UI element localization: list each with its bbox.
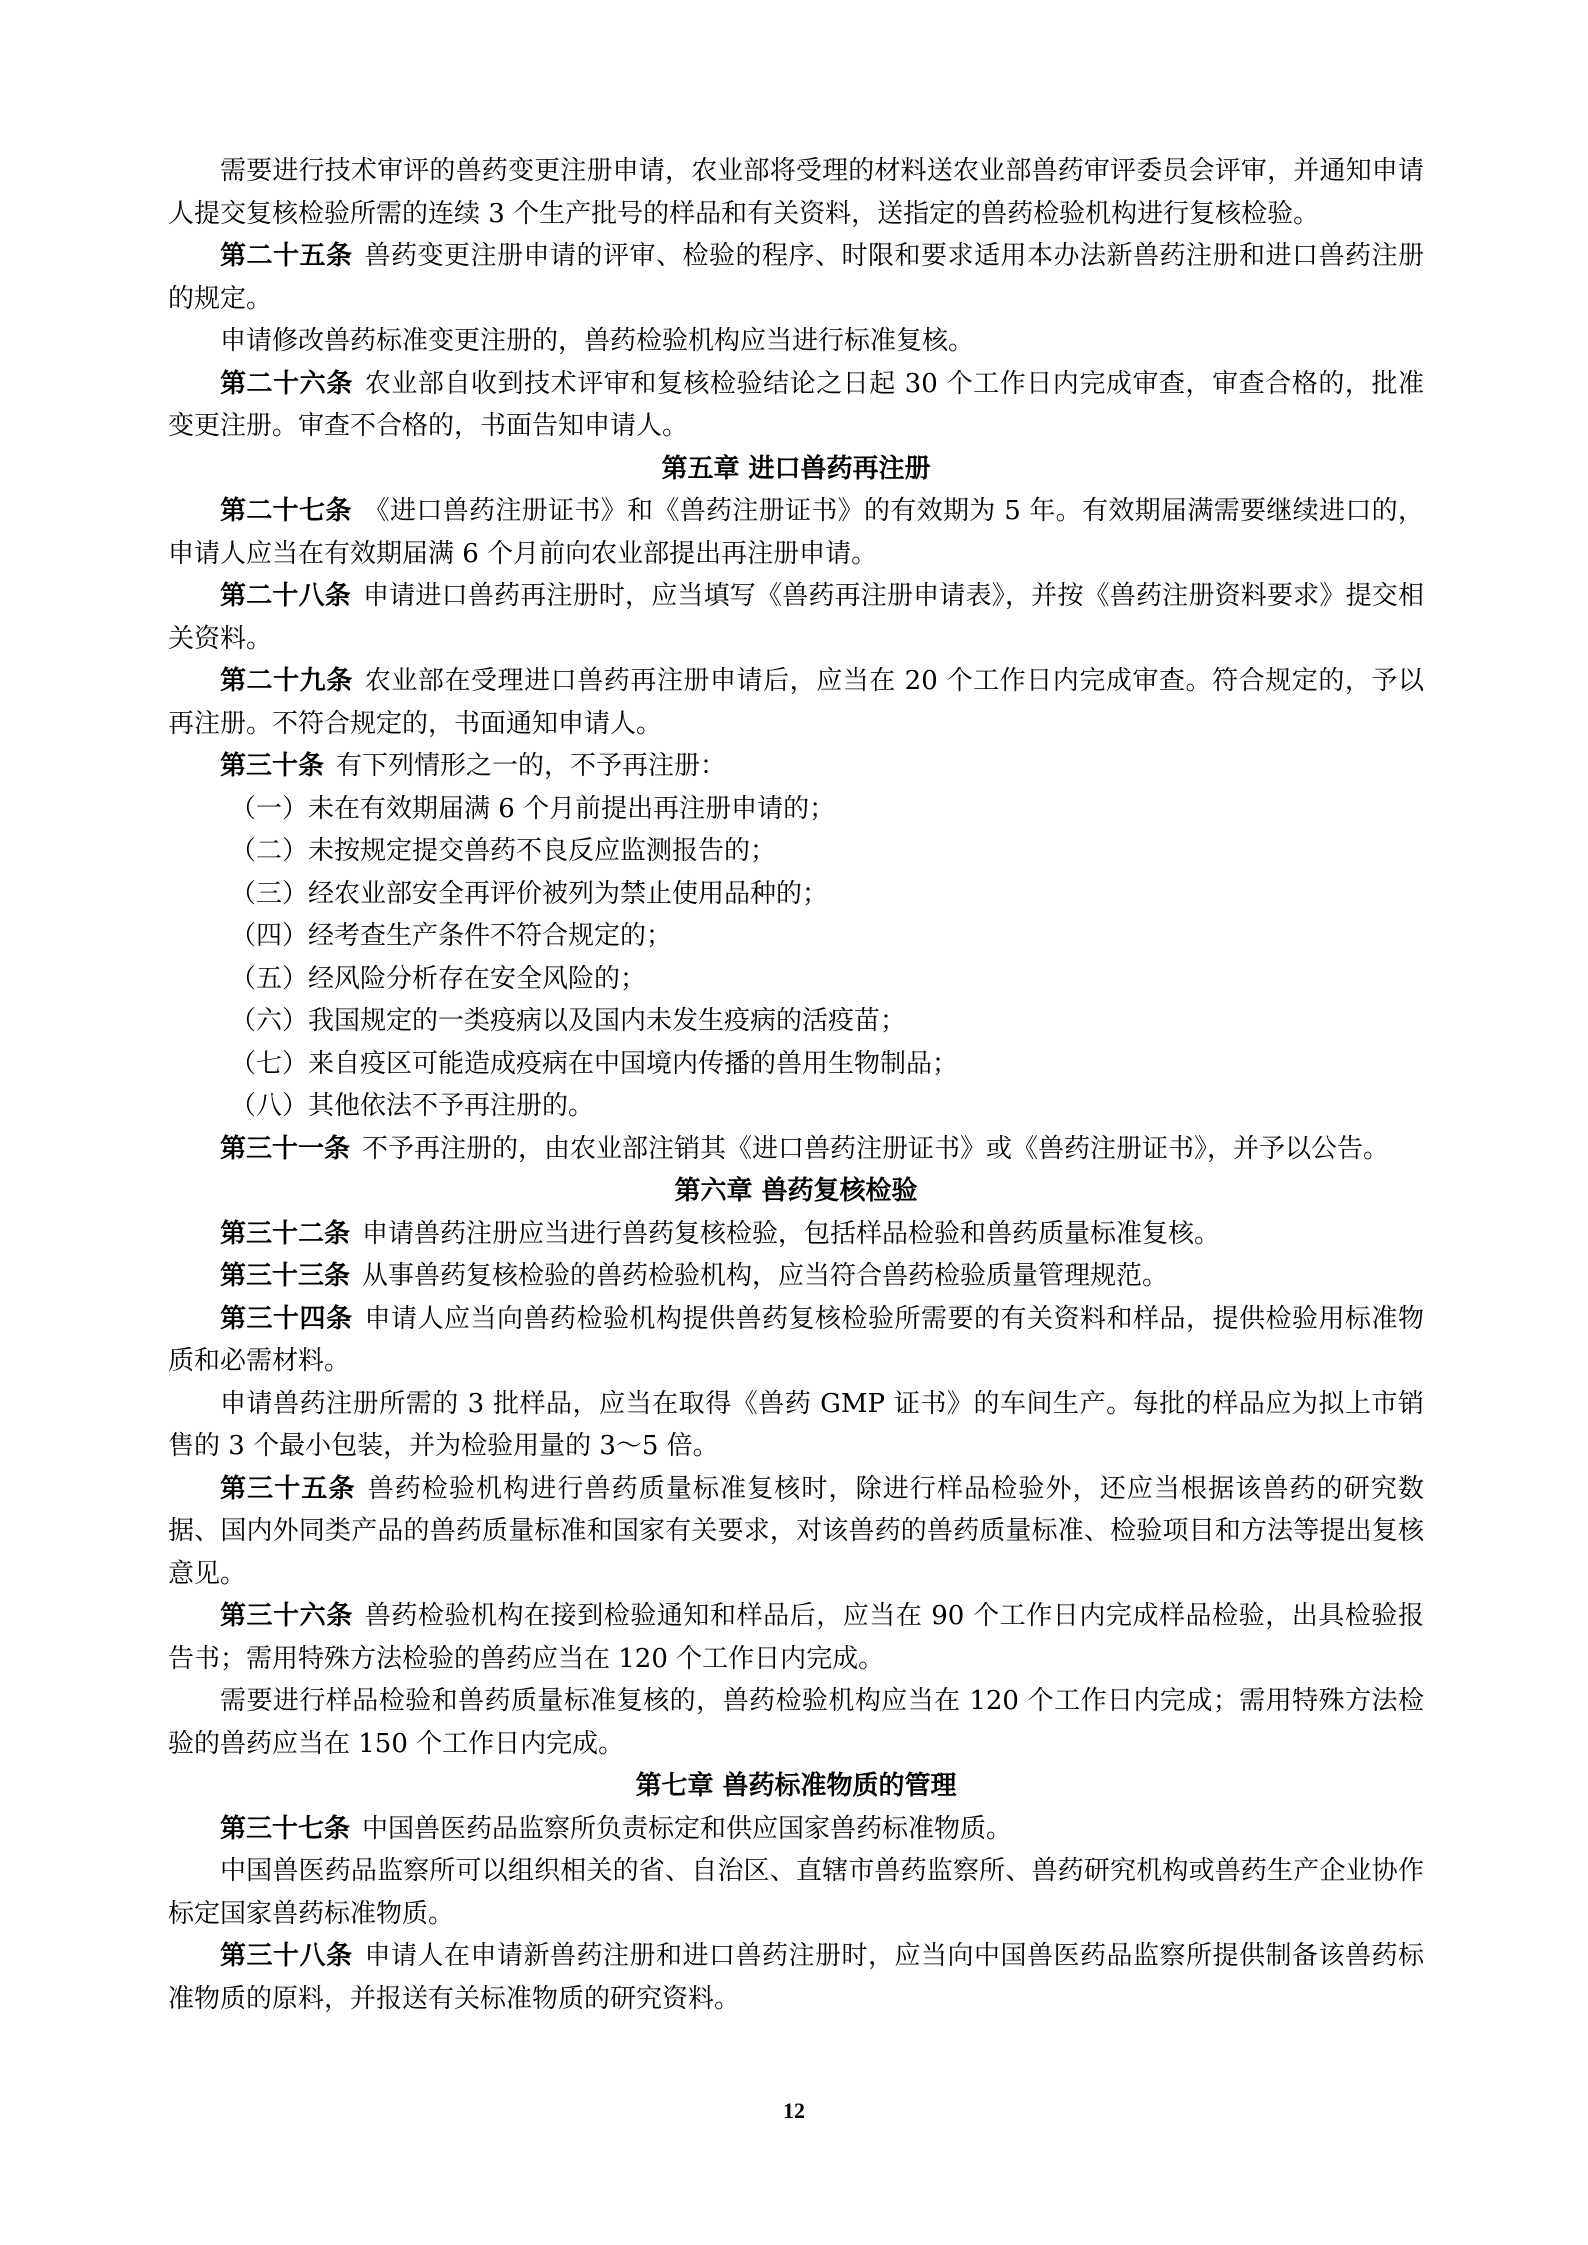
paragraph-text: 申请人在申请新兽药注册和进口兽药注册时，应当向中国兽医药品监察所提供制备该兽药标准物质的原料，并报送有关标准物质的研究资料。 — [168, 1941, 1424, 2014]
paragraph-text: 农业部自收到技术评审和复核检验结论之日起 30 个工作日内完成审查，审查合格的，批准变更注册。审查不合格的，书面告知申请人。 — [168, 368, 1424, 441]
list-item: （四）经考查生产条件不符合规定的； — [230, 921, 673, 951]
article-number: 第三十八条 — [220, 1941, 353, 1971]
paragraph — [168, 1213, 1424, 1256]
paragraph-text: 中国兽医药品监察所负责标定和供应国家兽药标准物质。 — [362, 1813, 1013, 1844]
paragraph-text: 申请人应当向兽药检验机构提供兽药复核检验所需要的有关资料和样品，提供检验用标准物质和必需材料。 — [168, 1303, 1424, 1376]
chapter-heading: 第六章 兽药复核检验 — [674, 1176, 918, 1206]
paragraph-text: 申请修改兽药标准变更注册的，兽药检验机构应当进行标准复核。 — [220, 326, 975, 356]
article-number: 第二十八条 — [220, 581, 351, 611]
article-number: 第二十五条 — [220, 241, 353, 271]
paragraph-text: 中国兽医药品监察所可以组织相关的省、自治区、直辖市兽药监察所、兽药研究机构或兽药生产企业协作标定国家兽药标准物质。 — [168, 1856, 1424, 1929]
article-number: 第三十三条 — [220, 1261, 351, 1291]
paragraph-text: 需要进行技术审评的兽药变更注册申请，农业部将受理的材料送农业部兽药审评委员会评审，并通知申请人提交复核检验所需的连续 3 个生产批号的样品和有关资料，送指定的兽药检验机构进行复核检验。 — [168, 156, 1424, 229]
paragraph — [168, 1128, 1424, 1171]
paragraph-text: 兽药检验机构进行兽药质量标准复核时，除进行样品检验外，还应当根据该兽药的研究数据、国内外同类产品的兽药质量标准和国家有关要求，对该兽药的兽药质量标准、检验项目和方法等提出复核意见。 — [168, 1473, 1424, 1589]
paragraph-text: 《进口兽药注册证书》和《兽药注册证书》的有效期为 5 年。有效期届满需要继续进口的，申请人应当在有效期届满 6 个月前向农业部提出再注册申请。 — [168, 496, 1424, 569]
list-item: （二）未按规定提交兽药不良反应监测报告的； — [230, 836, 777, 866]
article-number: 第三十条 — [220, 751, 325, 781]
paragraph-text: 需要进行样品检验和兽药质量标准复核的，兽药检验机构应当在 120 个工作日内完成；需用特殊方法检验的兽药应当在 150 个工作日内完成。 — [168, 1686, 1424, 1759]
paragraph-text: 兽药变更注册申请的评审、检验的程序、时限和要求适用本办法新兽药注册和进口兽药注册的规定。 — [168, 241, 1424, 314]
list-item: （五）经风险分析存在安全风险的； — [230, 963, 647, 994]
paragraph — [168, 1850, 1424, 1935]
list-item: （三）经农业部安全再评价被列为禁止使用品种的； — [230, 878, 829, 909]
article-number: 第二十六条 — [220, 368, 353, 399]
paragraph — [168, 1595, 1424, 1680]
document-body — [168, 150, 1424, 2020]
paragraph — [168, 745, 1424, 788]
article-number: 第三十六条 — [220, 1601, 353, 1631]
list-item: （七）来自疫区可能造成疫病在中国境内传播的兽用生物制品； — [230, 1048, 959, 1079]
paragraph-text: 申请兽药注册应当进行兽药复核检验，包括样品检验和兽药质量标准复核。 — [362, 1218, 1221, 1249]
paragraph — [168, 490, 1424, 575]
chapter-heading: 第七章 兽药标准物质的管理 — [635, 1771, 957, 1801]
paragraph — [168, 1808, 1424, 1851]
article-number: 第三十二条 — [220, 1218, 351, 1249]
article-number: 第三十五条 — [220, 1473, 356, 1504]
paragraph — [168, 660, 1424, 745]
chapter-heading: 第五章 进口兽药再注册 — [661, 453, 931, 484]
article-number: 第二十九条 — [220, 666, 353, 696]
article-number: 第三十四条 — [220, 1303, 353, 1334]
paragraph-text: 申请进口兽药再注册时，应当填写《兽药再注册申请表》，并按《兽药注册资料要求》提交相关资料。 — [168, 581, 1424, 654]
paragraph-text: 从事兽药复核检验的兽药检验机构，应当符合兽药检验质量管理规范。 — [362, 1261, 1169, 1291]
paragraph — [168, 1935, 1424, 2020]
paragraph — [168, 1680, 1424, 1765]
paragraph — [168, 150, 1424, 235]
paragraph-text: 农业部在受理进口兽药再注册申请后，应当在 20 个工作日内完成审查。符合规定的，予以再注册。不符合规定的，书面通知申请人。 — [168, 666, 1424, 739]
paragraph — [168, 1468, 1424, 1596]
paragraph-text: 申请兽药注册所需的 3 批样品，应当在取得《兽药 GMP 证书》的车间生产。每批的样品应为拟上市销售的 3 个最小包装，并为检验用量的 3～5 倍。 — [168, 1388, 1424, 1461]
paragraph — [168, 320, 1424, 363]
paragraph-text: 有下列情形之一的，不予再注册： — [336, 751, 727, 781]
paragraph — [168, 575, 1424, 660]
paragraph — [168, 1298, 1424, 1383]
paragraph — [168, 235, 1424, 320]
paragraph — [168, 363, 1424, 448]
article-number: 第三十七条 — [220, 1813, 351, 1844]
list-item: （八）其他依法不予再注册的。 — [230, 1091, 595, 1121]
article-number: 第二十七条 — [220, 496, 352, 526]
paragraph — [168, 1383, 1424, 1468]
page-number: 12 — [783, 2098, 805, 2123]
paragraph — [168, 1255, 1424, 1298]
paragraph-text: 不予再注册的，由农业部注销其《进口兽药注册证书》或《兽药注册证书》，并予以公告。 — [362, 1133, 1390, 1164]
list-item: （一）未在有效期届满 6 个月前提出再注册申请的； — [230, 793, 836, 824]
paragraph-text: 兽药检验机构在接到检验通知和样品后，应当在 90 个工作日内完成样品检验，出具检验报告书；需用特殊方法检验的兽药应当在 120 个工作日内完成。 — [168, 1601, 1424, 1674]
list-item: （六）我国规定的一类疫病以及国内未发生疫病的活疫苗； — [230, 1006, 907, 1036]
article-number: 第三十一条 — [220, 1133, 351, 1164]
